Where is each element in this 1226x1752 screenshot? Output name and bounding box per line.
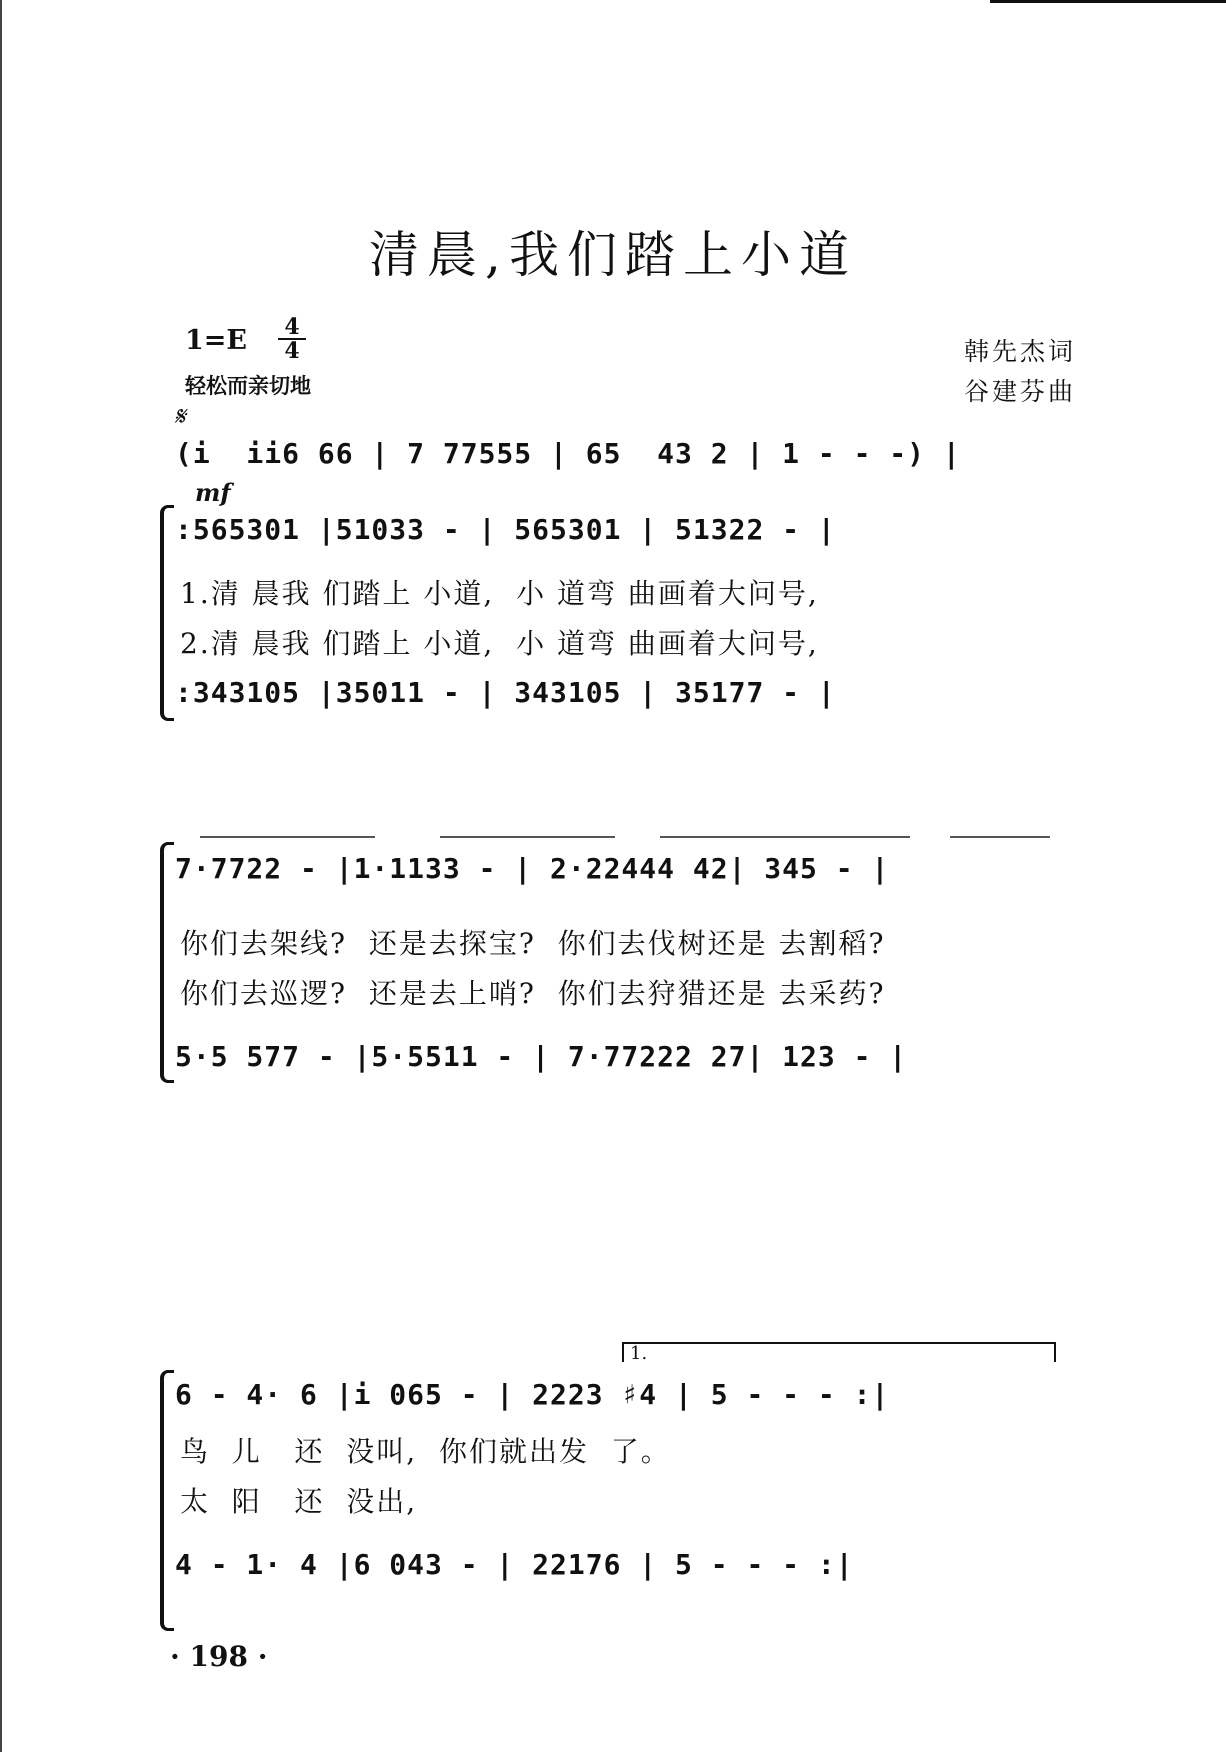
- crescendo-mark: [440, 836, 615, 838]
- lyrics-verse-2: 太 阳 还 没出,: [180, 1485, 418, 1518]
- top-rule: [990, 0, 1226, 3]
- composer-credit: 谷建芬曲: [963, 377, 1076, 406]
- volta-bracket: [622, 1342, 1056, 1362]
- upper-voice-line: 7·7722 - |1·1133 - | 2·22444 42| 345 - |: [175, 852, 890, 885]
- tempo-marking: 轻松而亲切地: [185, 374, 311, 398]
- lyricist-credit: 韩先杰词: [963, 337, 1076, 366]
- time-signature: [278, 316, 306, 362]
- lyrics-verse-2: 你们去巡逻? 还是去上哨? 你们去狩猎还是 去采药?: [180, 977, 886, 1010]
- time-top: 4: [284, 314, 300, 340]
- upper-voice-line: :565301 |51033 - | 565301 | 51322 - |: [175, 513, 836, 546]
- crescendo-mark: [660, 836, 910, 838]
- lyrics-verse-1: 1.清 晨我 们踏上 小道, 小 道弯 曲画着大问号,: [180, 577, 819, 610]
- upper-voice-line: 6 - 4· 6 |i 065 - | 2223 ♯4 | 5 - - - :|: [175, 1378, 890, 1411]
- lyrics-verse-2: 2.清 晨我 们踏上 小道, 小 道弯 曲画着大问号,: [180, 627, 819, 660]
- system-brace: [160, 842, 174, 1083]
- lyrics-verse-1: 你们去架线? 还是去探宝? 你们去伐树还是 去割稻?: [180, 927, 886, 960]
- page-number: · 198 ·: [170, 1640, 268, 1673]
- time-bottom: 4: [278, 338, 306, 362]
- intro-line: (i ii6 66 | 7 77555 | 65 43 2 | 1 - - -) |: [175, 437, 961, 470]
- lower-voice-line: 4 - 1· 4 |6 043 - | 22176 | 5 - - - :|: [175, 1548, 854, 1581]
- lyrics-verse-1: 鸟 儿 还 没叫, 你们就出发 了。: [180, 1435, 671, 1468]
- system-brace: [160, 505, 174, 721]
- dynamic-marking: mf: [195, 478, 231, 507]
- system-brace: [160, 1370, 174, 1631]
- segno-sign: 𝄋: [174, 402, 186, 432]
- crescendo-mark: [200, 836, 375, 838]
- crescendo-mark: [950, 836, 1050, 838]
- lower-voice-line: :343105 |35011 - | 343105 | 35177 - |: [175, 676, 836, 709]
- lower-voice-line: 5·5 577 - |5·5511 - | 7·77222 27| 123 - |: [175, 1040, 908, 1073]
- song-title: 清晨,我们踏上小道: [369, 226, 857, 284]
- key-signature: 1=E: [185, 325, 247, 356]
- volta-label: 1.: [630, 1343, 648, 1364]
